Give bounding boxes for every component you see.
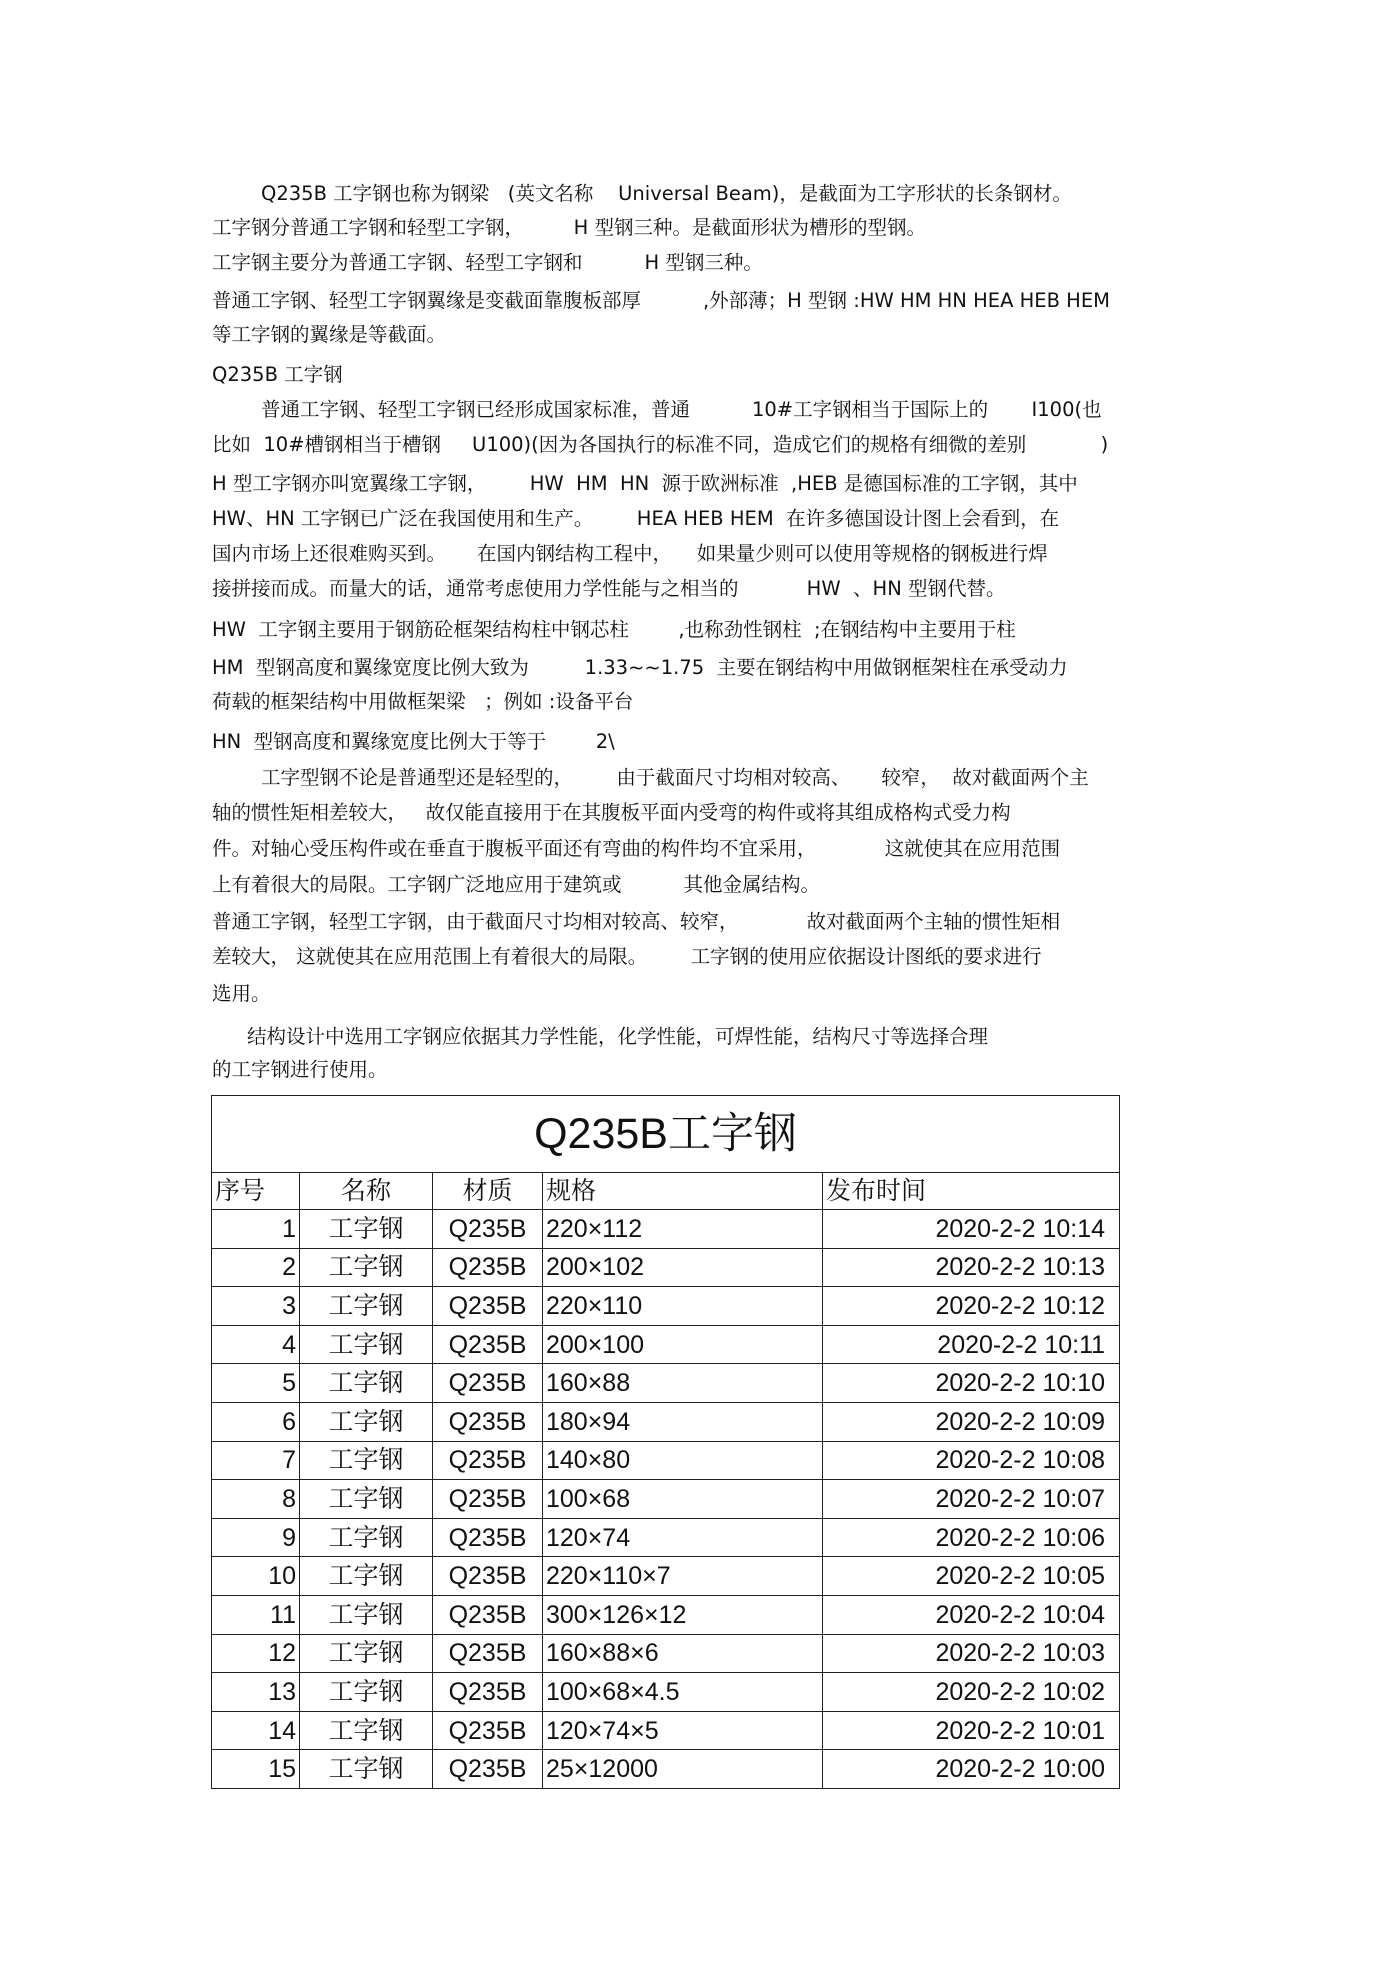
row-index: 13 (212, 1673, 300, 1712)
row-material: Q235B (433, 1210, 543, 1249)
row-material: Q235B (433, 1595, 543, 1634)
row-name: 工字钢 (300, 1210, 433, 1249)
row-name: 工字钢 (300, 1595, 433, 1634)
text-line: 荷载的框架结构中用做框架梁 ；例如 :设备平台 (212, 690, 634, 713)
row-index: 9 (212, 1518, 300, 1557)
text-line: 普通工字钢、轻型工字钢翼缘是变截面靠腹板部厚 ,外部薄；H 型钢 :HW HM HN HEA HEB HEM (212, 289, 1110, 312)
row-time: 2020-2-2 10:03 (823, 1634, 1120, 1673)
row-material: Q235B (433, 1364, 543, 1403)
row-time: 2020-2-2 10:06 (823, 1518, 1120, 1557)
row-time: 2020-2-2 10:01 (823, 1711, 1120, 1750)
text-line: HW 工字钢主要用于钢筋砼框架结构柱中钢芯柱 ,也称劲性钢柱 ;在钢结构中主要用于柱 (212, 618, 1016, 641)
table-header-row (212, 1173, 1120, 1210)
row-index: 4 (212, 1325, 300, 1364)
table-row (212, 1518, 1120, 1557)
table-row (212, 1557, 1120, 1596)
row-index: 15 (212, 1750, 300, 1789)
row-time: 2020-2-2 10:07 (823, 1480, 1120, 1519)
row-material: Q235B (433, 1634, 543, 1673)
row-spec: 120×74 (543, 1518, 823, 1557)
row-material: Q235B (433, 1711, 543, 1750)
row-name: 工字钢 (300, 1364, 433, 1403)
row-spec: 200×100 (543, 1325, 823, 1364)
row-material: Q235B (433, 1557, 543, 1596)
row-time: 2020-2-2 10:02 (823, 1673, 1120, 1712)
row-spec: 120×74×5 (543, 1711, 823, 1750)
row-spec: 300×126×12 (543, 1595, 823, 1634)
row-time: 2020-2-2 10:11 (823, 1325, 1120, 1364)
table-row (212, 1248, 1120, 1287)
row-name: 工字钢 (300, 1325, 433, 1364)
steel-price-table (211, 1095, 1120, 1789)
text-line: HM 型钢高度和翼缘宽度比例大致为 1.33~~1.75 主要在钢结构中用做钢框架柱在承受动力 (212, 656, 1068, 679)
table-row (212, 1711, 1120, 1750)
text-line: 结构设计中选用工字钢应依据其力学性能，化学性能，可焊性能，结构尺寸等选择合理 (247, 1025, 989, 1048)
row-index: 14 (212, 1711, 300, 1750)
text-line: HW、HN 工字钢已广泛在我国使用和生产。 HEA HEB HEM 在许多德国设计图上会看到，在 (212, 507, 1060, 530)
row-material: Q235B (433, 1750, 543, 1789)
row-name: 工字钢 (300, 1480, 433, 1519)
row-spec: 100×68×4.5 (543, 1673, 823, 1712)
row-material: Q235B (433, 1673, 543, 1712)
table-row (212, 1325, 1120, 1364)
row-name: 工字钢 (300, 1711, 433, 1750)
row-spec: 220×110 (543, 1287, 823, 1326)
row-name: 工字钢 (300, 1287, 433, 1326)
text-line: 件。对轴心受压构件或在垂直于腹板平面还有弯曲的构件均不宜采用， 这就使其在应用范围 (212, 837, 1061, 860)
row-material: Q235B (433, 1480, 543, 1519)
row-spec: 100×68 (543, 1480, 823, 1519)
table-row (212, 1480, 1120, 1519)
text-line: H 型工字钢亦叫宽翼缘工字钢， HW HM HN 源于欧洲标准 ,HEB 是德国标准的工字钢，其中 (212, 472, 1078, 495)
row-index: 7 (212, 1441, 300, 1480)
text-line: HN 型钢高度和翼缘宽度比例大于等于 2\ (212, 730, 615, 753)
row-time: 2020-2-2 10:09 (823, 1402, 1120, 1441)
row-spec: 160×88×6 (543, 1634, 823, 1673)
row-material: Q235B (433, 1441, 543, 1480)
text-line: 国内市场上还很难购买到。 在国内钢结构工程中， 如果量少则可以使用等规格的钢板进行焊 (212, 542, 1048, 565)
row-index: 10 (212, 1557, 300, 1596)
row-index: 5 (212, 1364, 300, 1403)
row-material: Q235B (433, 1287, 543, 1326)
text-line: 比如 10#槽钢相当于槽钢 U100)(因为各国执行的标准不同，造成它们的规格有细微的差别 ) (212, 433, 1109, 456)
row-index: 3 (212, 1287, 300, 1326)
column-header-index: 序号 (212, 1173, 300, 1210)
table-row (212, 1750, 1120, 1789)
column-header-time: 发布时间 (823, 1173, 1120, 1210)
row-index: 6 (212, 1402, 300, 1441)
text-line: 工字钢主要分为普通工字钢、轻型工字钢和 H 型钢三种。 (212, 251, 763, 274)
text-line: 普通工字钢、轻型工字钢已经形成国家标准，普通 10#工字钢相当于国际上的 I100(也 (261, 398, 1102, 421)
column-header-spec: 规格 (543, 1173, 823, 1210)
row-time: 2020-2-2 10:12 (823, 1287, 1120, 1326)
row-time: 2020-2-2 10:10 (823, 1364, 1120, 1403)
row-spec: 200×102 (543, 1248, 823, 1287)
row-time: 2020-2-2 10:08 (823, 1441, 1120, 1480)
row-spec: 220×112 (543, 1210, 823, 1249)
table-row (212, 1441, 1120, 1480)
row-name: 工字钢 (300, 1248, 433, 1287)
column-header-name: 名称 (300, 1173, 433, 1210)
text-line: 等工字钢的翼缘是等截面。 (212, 323, 447, 346)
text-line: 差较大， 这就使其在应用范围上有着很大的局限。 工字钢的使用应依据设计图纸的要求进行 (212, 945, 1042, 968)
row-name: 工字钢 (300, 1634, 433, 1673)
row-index: 11 (212, 1595, 300, 1634)
table-row (212, 1673, 1120, 1712)
row-name: 工字钢 (300, 1402, 433, 1441)
row-name: 工字钢 (300, 1441, 433, 1480)
text-line: 轴的惯性矩相差较大， 故仅能直接用于在其腹板平面内受弯的构件或将其组成格构式受力构 (212, 801, 1011, 824)
row-index: 1 (212, 1210, 300, 1249)
row-material: Q235B (433, 1402, 543, 1441)
row-spec: 25×12000 (543, 1750, 823, 1789)
row-index: 2 (212, 1248, 300, 1287)
row-index: 8 (212, 1480, 300, 1519)
text-line: 的工字钢进行使用。 (212, 1058, 388, 1081)
row-time: 2020-2-2 10:04 (823, 1595, 1120, 1634)
row-spec: 140×80 (543, 1441, 823, 1480)
row-time: 2020-2-2 10:13 (823, 1248, 1120, 1287)
text-line: 工字钢分普通工字钢和轻型工字钢， H 型钢三种。是截面形状为槽形的型钢。 (212, 216, 926, 239)
text-line: 接拼接而成。而量大的话，通常考虑使用力学性能与之相当的 HW 、HN 型钢代替。 (212, 577, 1006, 600)
table-row (212, 1634, 1120, 1673)
section-heading: Q235B 工字钢 (212, 363, 343, 386)
table-row (212, 1402, 1120, 1441)
text-line: 普通工字钢，轻型工字钢，由于截面尺寸均相对较高、较窄， 故对截面两个主轴的惯性矩相 (212, 910, 1061, 933)
row-name: 工字钢 (300, 1518, 433, 1557)
row-name: 工字钢 (300, 1673, 433, 1712)
row-material: Q235B (433, 1518, 543, 1557)
row-index: 12 (212, 1634, 300, 1673)
row-spec: 220×110×7 (543, 1557, 823, 1596)
table-row (212, 1287, 1120, 1326)
text-line: 工字型钢不论是普通型还是轻型的， 由于截面尺寸均相对较高、 较窄， 故对截面两个主 (261, 766, 1089, 789)
row-spec: 160×88 (543, 1364, 823, 1403)
table-row (212, 1210, 1120, 1249)
table-row (212, 1595, 1120, 1634)
table-row (212, 1364, 1120, 1403)
row-material: Q235B (433, 1325, 543, 1364)
text-line: Q235B 工字钢也称为钢梁 (英文名称 Universal Beam)，是截面为工字形状的长条钢材。 (261, 182, 1072, 205)
text-line: 选用。 (212, 982, 271, 1005)
row-name: 工字钢 (300, 1750, 433, 1789)
column-header-material: 材质 (433, 1173, 543, 1210)
row-time: 2020-2-2 10:14 (823, 1210, 1120, 1249)
table-title: Q235B工字钢 (212, 1096, 1120, 1173)
text-line: 上有着很大的局限。工字钢广泛地应用于建筑或 其他金属结构。 (212, 873, 820, 896)
row-time: 2020-2-2 10:05 (823, 1557, 1120, 1596)
row-spec: 180×94 (543, 1402, 823, 1441)
row-material: Q235B (433, 1248, 543, 1287)
row-name: 工字钢 (300, 1557, 433, 1596)
row-time: 2020-2-2 10:00 (823, 1750, 1120, 1789)
